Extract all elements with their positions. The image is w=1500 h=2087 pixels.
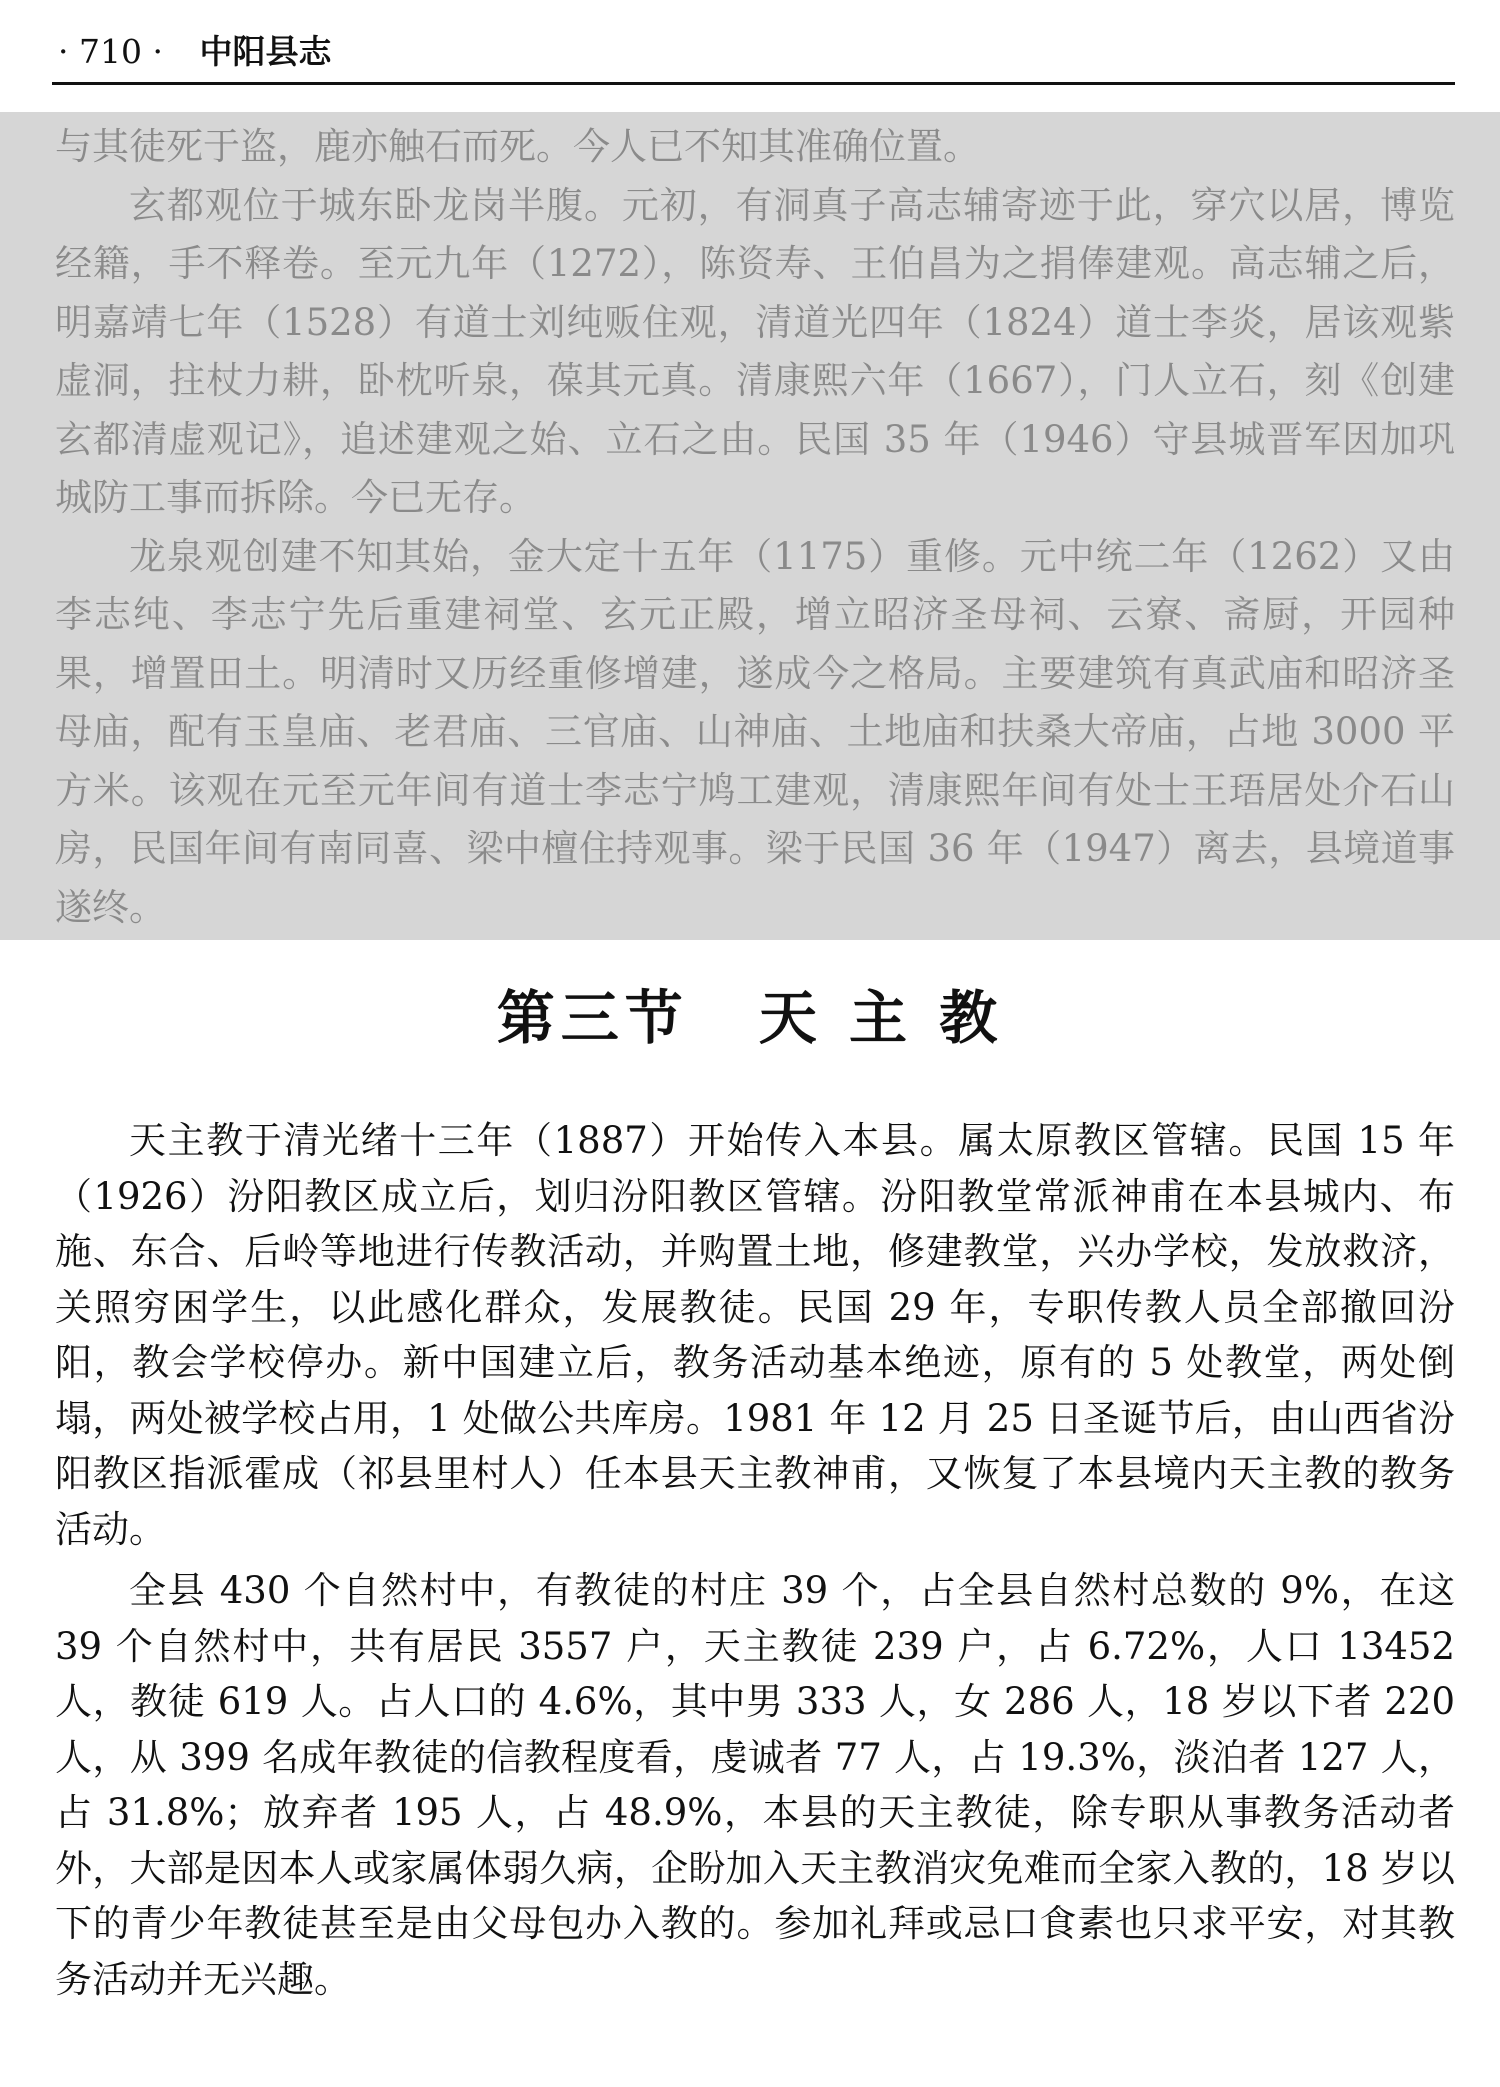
- header-rule: [52, 82, 1455, 85]
- body-paragraph-2: 全县 430 个自然村中，有教徒的村庄 39 个，占全县自然村总数的 9%，在这 39 个自然村中，共有居民 3557 户，天主教徒 239 户，占 6.72%，人口 13452 人，教徒 619 人。占人口的 4.6%，其中男 333 人，女 286 人，18 岁以下者 220 人，从 399 名成年教徒的信教程度看，虔诚者 77 人，占 19.3%，淡泊者 127 人，占 31.8%；放弃者 195 人，占 48.9%，本县的天主教徒，除专职从事教务活动者外，大部是因本人或家属体弱久病，企盼加入天主教消灾免难而全家入教的，18 岁以下的青少年教徒甚至是由父母包办入教的。参加礼拜或忌口食素也只求平安，对其教务活动并无兴趣。: [55, 1569, 1455, 2001]
- page-header: [58, 28, 1453, 84]
- section-body: [55, 1113, 1455, 2007]
- section-name: 天 主 教: [758, 984, 1004, 1052]
- section-number: 第三节: [496, 984, 689, 1052]
- continued-paragraph-1: 与其徒死于盗，鹿亦触石而死。今人已不知其准确位置。: [55, 125, 980, 168]
- body-paragraph-1: 天主教于清光绪十三年（1887）开始传入本县。属太原教区管辖。民国 15 年（1926）汾阳教区成立后，划归汾阳教区管辖。汾阳教堂常派神甫在本县城内、布施、东合、后岭等地进行传教活动，并购置土地，修建教堂，兴办学校，发放救济，关照穷困学生，以此感化群众，发展教徒。民国 29 年，专职传教人员全部撤回汾阳，教会学校停办。新中国建立后，教务活动基本绝迹，原有的 5 处教堂，两处倒塌，两处被学校占用，1 处做公共库房。1981 年 12 月 25 日圣诞节后，由山西省汾阳教区指派霍成（祁县里村人）任本县天主教神甫，又恢复了本县境内天主教的教务活动。: [55, 1119, 1455, 1551]
- page-number: · 710 ·: [58, 32, 163, 71]
- continued-section-text: [55, 118, 1455, 937]
- section-title: [0, 978, 1500, 1058]
- continued-paragraph-2: 玄都观位于城东卧龙岗半腹。元初，有洞真子高志辅寄迹于此，穿穴以居，博览经籍，手不释卷。至元九年（1272），陈资寿、王伯昌为之捐俸建观。高志辅之后，明嘉靖七年（1528）有道士刘纯贩住观，清道光四年（1824）道士李炎，居该观紫虚洞，拄杖力耕，卧枕听泉，葆其元真。清康熙六年（1667），门人立石，刻《创建玄都清虚观记》，追述建观之始、立石之由。民国 35 年（1946）守县城晋军因加巩城防工事而拆除。今已无存。: [55, 183, 1455, 519]
- continued-paragraph-3: 龙泉观创建不知其始，金大定十五年（1175）重修。元中统二年（1262）又由李志纯、李志宁先后重建祠堂、玄元正殿，增立昭济圣母祠、云寮、斋厨，开园种果，增置田土。明清时又历经重修增建，遂成今之格局。主要建筑有真武庙和昭济圣母庙，配有玉皇庙、老君庙、三官庙、山神庙、土地庙和扶桑大帝庙，占地 3000 平方米。该观在元至元年间有道士李志宁鸠工建观，清康熙年间有处士王珸居处介石山房，民国年间有南同喜、梁中檀住持观事。梁于民国 36 年（1947）离去，县境道事遂终。: [55, 534, 1455, 929]
- book-title: 中阳县志: [199, 32, 332, 71]
